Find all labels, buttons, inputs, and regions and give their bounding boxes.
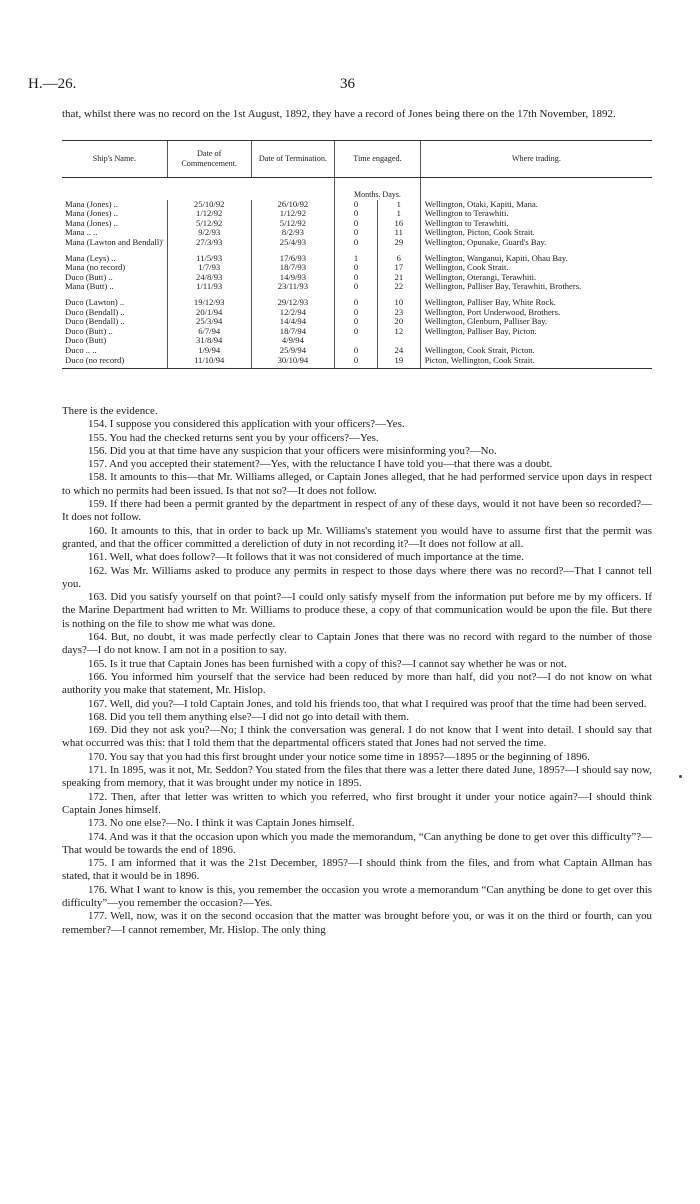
- col-time-engaged: Time engaged.: [335, 141, 421, 178]
- col-termination: Date of Termination.: [251, 141, 334, 178]
- where-trading-cell: Wellington, Otaki, Kapiti, Mana.: [420, 200, 652, 210]
- commencement-cell: 5/12/92: [167, 219, 251, 229]
- termination-cell: 14/4/94: [251, 317, 334, 327]
- days-cell: 29: [377, 238, 420, 248]
- vessel-table: [62, 140, 652, 369]
- question-paragraph: 164. But, no doubt, it was made perfectly clear to Captain Jones that there was no record with regard to the number of those days?—I do not know. I am not in a position to say.: [62, 631, 652, 657]
- termination-cell: 17/6/93: [251, 254, 334, 264]
- question-paragraph: 172. Then, after that letter was written to which you referred, who first brought it under your notice again?—I should think Captain Jones himself.: [62, 790, 652, 816]
- commencement-cell: 1/7/93: [167, 263, 251, 273]
- months-cell: 0: [335, 308, 378, 318]
- question-paragraph: 163. Did you satisfy yourself on that point?—I could only satisfy myself from the information put before me by my officers. If the Marine Department had written to Mr. Williams to produce these, a copy of that communication would be upon the file. But there is nothing on the file to show me what was done.: [62, 591, 652, 630]
- ship-name-cell: Mana (Leys) ..: [65, 252, 116, 263]
- question-paragraph: 177. Well, now, was it on the second occasion that the matter was brought before you, or was it on the third or fourth, can you remember?—I cannot remember, Mr. Hislop. The only thing: [62, 910, 652, 936]
- ship-name-cell: Mana (Jones) ..: [65, 198, 118, 209]
- ship-name-cell: Mana .. ..: [65, 227, 98, 238]
- question-paragraph: 159. If there had been a permit granted by the department in respect of any of these days, would it not have been so recorded?—It does not follow.: [62, 498, 652, 524]
- commencement-cell: 20/1/94: [167, 308, 251, 318]
- termination-cell: 14/9/93: [251, 273, 334, 283]
- where-trading-cell: Wellington, Oterangi, Terawhiti.: [420, 273, 652, 283]
- question-paragraph: 162. Was Mr. Williams asked to produce any permits in respect to those days where there was no record?—That I cannot tell you.: [62, 564, 652, 590]
- question-paragraph: 169. Did they not ask you?—No; I think the conversation was general. I do not know that I went into detail. I should say that what occurred was this: that I told them that the departmental officers stated that Jones had not served the time.: [62, 724, 652, 750]
- where-trading-cell: Wellington, Port Underwood, Brothers.: [420, 308, 652, 318]
- days-cell: 23: [377, 308, 420, 318]
- months-cell: 0: [335, 228, 378, 238]
- where-trading-cell: Wellington, Palliser Bay, White Rock.: [420, 298, 652, 308]
- termination-cell: 1/12/92: [251, 209, 334, 219]
- question-paragraph: 173. No one else?—No. I think it was Captain Jones himself.: [88, 817, 355, 830]
- days-cell: 19: [377, 356, 420, 369]
- ship-name-cell: Mana (Jones) ..: [65, 208, 118, 219]
- where-trading-cell: Wellington to Terawhiti.: [420, 219, 652, 229]
- commencement-cell: 1/11/93: [167, 282, 251, 292]
- months-cell: 0: [335, 282, 378, 292]
- question-paragraph: 167. Well, did you?—I told Captain Jones, and told his friends too, that what I required was proof that the time had been served.: [88, 697, 647, 710]
- days-cell: 21: [377, 273, 420, 283]
- ship-name-cell: Duco (Bendall) ..: [65, 316, 125, 327]
- termination-cell: 8/2/93: [251, 228, 334, 238]
- where-trading-cell: Wellington, Palliser Bay, Terawhiti, Brothers.: [420, 282, 652, 292]
- termination-cell: 29/12/93: [251, 298, 334, 308]
- days-cell: 22: [377, 282, 420, 292]
- commencement-cell: 25/3/94: [167, 317, 251, 327]
- question-paragraph: 157. And you accepted their statement?—Yes, with the reluctance I have told you—that there was a doubt.: [88, 458, 553, 471]
- termination-cell: 5/12/92: [251, 219, 334, 229]
- question-paragraph: 170. You say that you had this first brought under your notice some time in 1895?—1895 or the beginning of 1896.: [88, 750, 590, 763]
- ship-name-cell: Duco (Butt) ..: [65, 325, 113, 336]
- where-trading-cell: Wellington, Palliser Bay, Picton.: [420, 327, 652, 337]
- termination-cell: 25/4/93: [251, 238, 334, 248]
- table-row: [62, 356, 652, 369]
- termination-cell: 25/9/94: [251, 346, 334, 356]
- commencement-cell: 6/7/94: [167, 327, 251, 337]
- commencement-cell: 11/5/93: [167, 254, 251, 264]
- table-body: [62, 178, 652, 369]
- days-cell: 12: [377, 327, 420, 337]
- intro-paragraph: that, whilst there was no record on the 1st August, 1892, they have a record of Jones being there on the 17th November, 1892.: [62, 108, 616, 120]
- commencement-cell: 11/10/94: [167, 356, 251, 369]
- ship-name-cell: Duco (Bendall) ..: [65, 306, 125, 317]
- ship-name-cell: Duco (Butt) ..: [65, 271, 113, 282]
- months-cell: 0: [335, 346, 378, 356]
- document-reference: H.—26.: [28, 76, 77, 92]
- question-paragraph: 160. It amounts to this, that in order to back up Mr. Williams's statement you would have to assume first that the permit was granted, and that the officer committed a dereliction of duty in not recording it?—It does not follow at all.: [62, 524, 652, 550]
- question-paragraph: 165. Is it true that Captain Jones has been furnished with a copy of this?—I cannot say whether he was or not.: [88, 657, 567, 670]
- days-cell: 20: [377, 317, 420, 327]
- where-trading-cell: Wellington, Cook Strait, Picton.: [420, 346, 652, 356]
- months-cell: 0: [335, 200, 378, 210]
- question-paragraph: 155. You had the checked returns sent you by your officers?—Yes.: [88, 431, 379, 444]
- page-number: 36: [340, 76, 355, 92]
- months-cell: 0: [335, 356, 378, 369]
- days-cell: 1: [377, 209, 420, 219]
- ship-name-cell: Mana (Butt) ..: [65, 281, 114, 292]
- where-trading-cell: Wellington, Opunake, Guard's Bay.: [420, 238, 652, 248]
- commencement-cell: 31/8/94: [167, 336, 251, 346]
- commencement-cell: 24/8/93: [167, 273, 251, 283]
- col-commencement: Date of Commencement.: [167, 141, 251, 178]
- margin-mark: [679, 775, 682, 778]
- where-trading-cell: Wellington, Wanganui, Kapiti, Ohau Bay.: [420, 254, 652, 264]
- days-cell: 10: [377, 298, 420, 308]
- days-cell: 24: [377, 346, 420, 356]
- question-paragraph: 168. Did you tell them anything else?—I did not go into detail with them.: [88, 710, 409, 723]
- termination-cell: 30/10/94: [251, 356, 334, 369]
- months-cell: 0: [335, 317, 378, 327]
- termination-cell: 4/9/94: [251, 336, 334, 346]
- where-trading-cell: Wellington, Cook Strait.: [420, 263, 652, 273]
- question-paragraph: 174. And was it that the occasion upon which you made the memorandum, “Can anything be done to get over this difficulty”?—That would be towards the end of 1896.: [62, 830, 652, 856]
- commencement-cell: 27/3/93: [167, 238, 251, 248]
- question-paragraph: 166. You informed him yourself that the service had been reduced by more than half, did you not?—I do not know on what authority you make that statement, Mr. Hislop.: [62, 670, 652, 697]
- days-cell: 17: [377, 263, 420, 273]
- termination-cell: 12/2/94: [251, 308, 334, 318]
- days-cell: 16: [377, 219, 420, 229]
- termination-cell: 18/7/93: [251, 263, 334, 273]
- table-row: [62, 282, 652, 292]
- col-ship-name: Ship's Name.: [62, 141, 167, 178]
- months-cell: 0: [335, 238, 378, 248]
- where-trading-cell: Wellington to Terawhiti.: [420, 209, 652, 219]
- table-row: [62, 238, 652, 248]
- months-cell: 0: [335, 273, 378, 283]
- commencement-cell: 1/9/94: [167, 346, 251, 356]
- commencement-cell: 25/10/92: [167, 200, 251, 210]
- days-cell: 11: [377, 228, 420, 238]
- question-paragraph: 154. I suppose you considered this application with your officers?—Yes.: [88, 418, 405, 431]
- termination-cell: 26/10/92: [251, 200, 334, 210]
- months-cell: 1: [335, 254, 378, 264]
- ship-name-cell: Duco (Lawton) ..: [65, 296, 125, 307]
- ship-name-cell: Duco (no record): [62, 356, 167, 369]
- months-cell: 0: [335, 298, 378, 308]
- col-where-trading: Where trading.: [420, 141, 652, 178]
- commencement-cell: 1/12/92: [167, 209, 251, 219]
- where-trading-cell: Wellington, Glenburn, Palliser Bay.: [420, 317, 652, 327]
- ship-name-cell: Duco .. ..: [65, 344, 97, 355]
- testimony-text: [62, 405, 652, 937]
- ship-name-cell: Duco (Butt): [65, 335, 107, 346]
- question-paragraph: 175. I am informed that it was the 21st December, 1895?—I should think from the files, and from what Captain Allman has stated, that it would be in 1896.: [62, 857, 652, 883]
- termination-cell: 18/7/94: [251, 327, 334, 337]
- where-trading-cell: Picton, Wellington, Cook Strait.: [420, 356, 652, 369]
- question-paragraph: 158. It amounts to this—that Mr. Williams alleged, or Captain Jones alleged, that he had performed service upon days in respect to which no permits had been issued. Is that not so?—It does not follow.: [62, 471, 652, 497]
- question-paragraph: 156. Did you at that time have any suspicion that your officers were misinforming you?—No.: [88, 444, 497, 457]
- days-cell: 6: [377, 254, 420, 264]
- months-cell: 0: [335, 219, 378, 229]
- months-cell: 0: [335, 209, 378, 219]
- question-paragraph: 171. In 1895, was it not, Mr. Seddon? You stated from the files that there was a letter there dated June, 1895?—I should say now, speaking from memory, that it was brought under my notice in 1895.: [62, 764, 652, 790]
- evidence-line: There is the evidence.: [62, 405, 158, 417]
- commencement-cell: 9/2/93: [167, 228, 251, 238]
- question-paragraph: 161. Well, what does follow?—It follows that it was not considered of much importance at the time.: [88, 551, 524, 564]
- where-trading-cell: Wellington, Picton, Cook Strait.: [420, 228, 652, 238]
- days-cell: 1: [377, 200, 420, 210]
- table-row: [62, 327, 652, 337]
- ship-name-cell: Mana (Lawton and Bendall)': [65, 236, 164, 247]
- ship-name-cell: Mana (Jones) ..: [65, 217, 118, 228]
- months-days-subheader: Months. Days.: [335, 178, 421, 200]
- months-cell: 0: [335, 263, 378, 273]
- ship-name-cell: Mana (no record): [65, 262, 126, 273]
- question-paragraph: 176. What I want to know is this, you remember the occasion you wrote a memorandum “Can anything be done to get over this difficulty”—you remember the occasion?—Yes.: [62, 883, 652, 909]
- termination-cell: 23/11/93: [251, 282, 334, 292]
- commencement-cell: 19/12/93: [167, 298, 251, 308]
- months-cell: 0: [335, 327, 378, 337]
